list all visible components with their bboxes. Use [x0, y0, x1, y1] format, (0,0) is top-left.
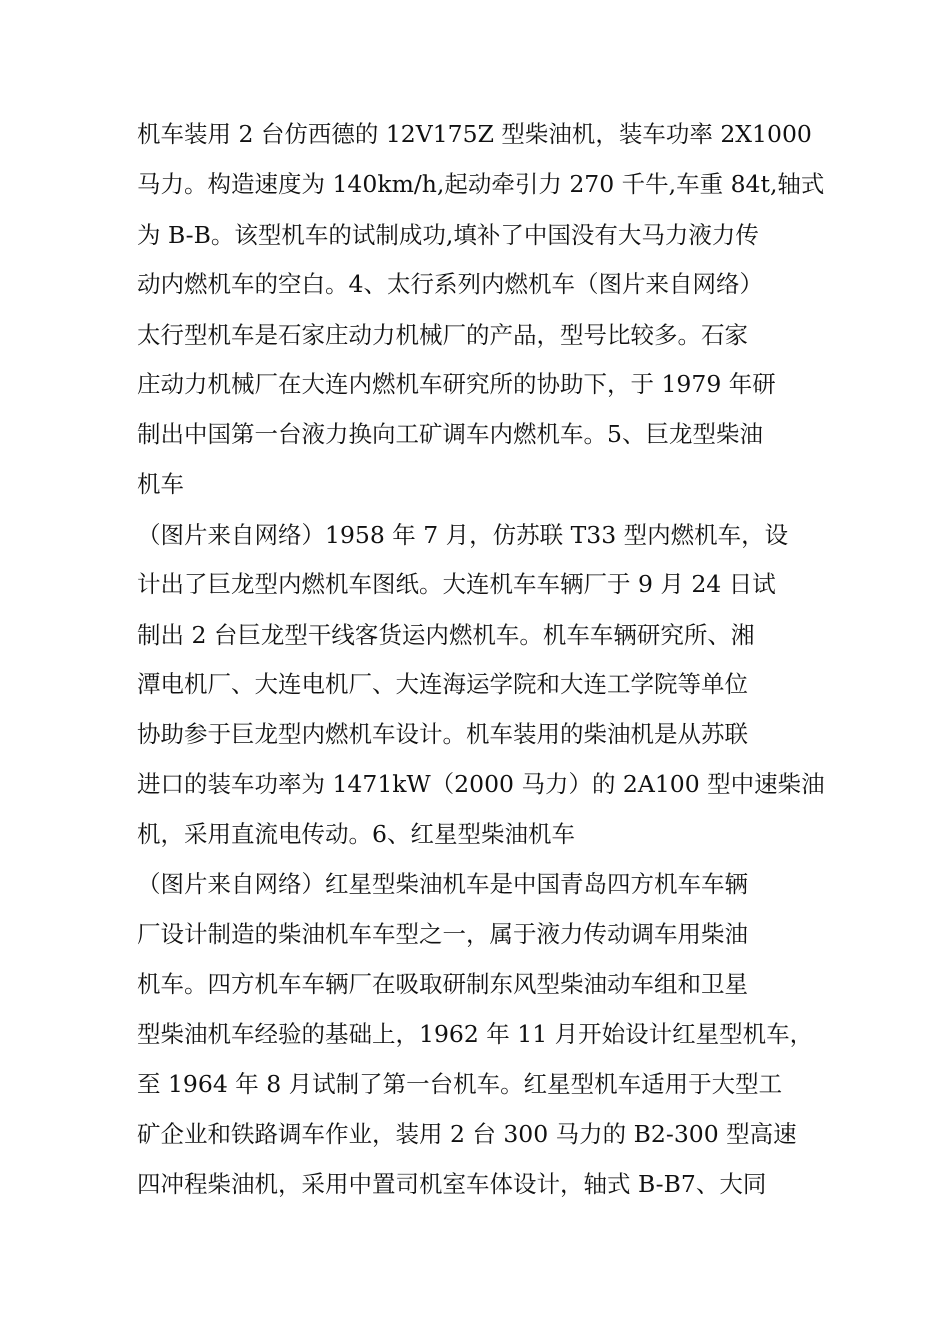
text-line: 至 1964 年 8 月试制了第一台机车。红星型机车适用于大型工	[137, 1070, 783, 1098]
text-line: 为 B-B。该型机车的试制成功,填补了中国没有大马力液力传	[137, 221, 759, 249]
text-line: 矿企业和铁路调车作业，装用 2 台 300 马力的 B2-300 型高速	[137, 1120, 797, 1148]
text-line: （图片来自网络）1958 年 7 月，仿苏联 T33 型内燃机车，设	[137, 521, 789, 549]
text-line: 协助参于巨龙型内燃机车设计。机车装用的柴油机是从苏联	[137, 720, 748, 748]
text-line: 制出中国第一台液力换向工矿调车内燃机车。5、巨龙型柴油	[137, 420, 763, 448]
text-line: 马力。构造速度为 140km/h,起动牵引力 270 千牛,车重 84t,轴式	[137, 170, 825, 198]
text-line: （图片来自网络）红星型柴油机车是中国青岛四方机车车辆	[137, 870, 748, 898]
text-line: 动内燃机车的空白。4、太行系列内燃机车（图片来自网络）	[137, 270, 763, 298]
text-line: 型柴油机车经验的基础上，1962 年 11 月开始设计红星型机车，	[137, 1020, 814, 1048]
text-line: 进口的装车功率为 1471kW（2000 马力）的 2A100 型中速柴油	[137, 770, 825, 798]
text-line: 机车装用 2 台仿西德的 12V175Z 型柴油机，装车功率 2X1000	[137, 120, 812, 148]
text-line: 制出 2 台巨龙型干线客货运内燃机车。机车车辆研究所、湘	[137, 621, 755, 649]
text-line: 机车	[137, 470, 184, 498]
text-line: 潭电机厂、大连电机厂、大连海运学院和大连工学院等单位	[137, 670, 748, 698]
text-line: 计出了巨龙型内燃机车图纸。大连机车车辆厂于 9 月 24 日试	[137, 570, 776, 598]
text-line: 庄动力机械厂在大连内燃机车研究所的协助下，于 1979 年研	[137, 370, 776, 398]
text-line: 太行型机车是石家庄动力机械厂的产品，型号比较多。石家	[137, 321, 748, 349]
text-line: 四冲程柴油机，采用中置司机室车体设计，轴式 B-B7、大同	[137, 1170, 767, 1198]
text-line: 机车。四方机车车辆厂在吸取研制东风型柴油动车组和卫星	[137, 970, 748, 998]
text-line: 机，采用直流电传动。6、红星型柴油机车	[137, 820, 575, 848]
text-line: 厂设计制造的柴油机车车型之一，属于液力传动调车用柴油	[137, 920, 748, 948]
